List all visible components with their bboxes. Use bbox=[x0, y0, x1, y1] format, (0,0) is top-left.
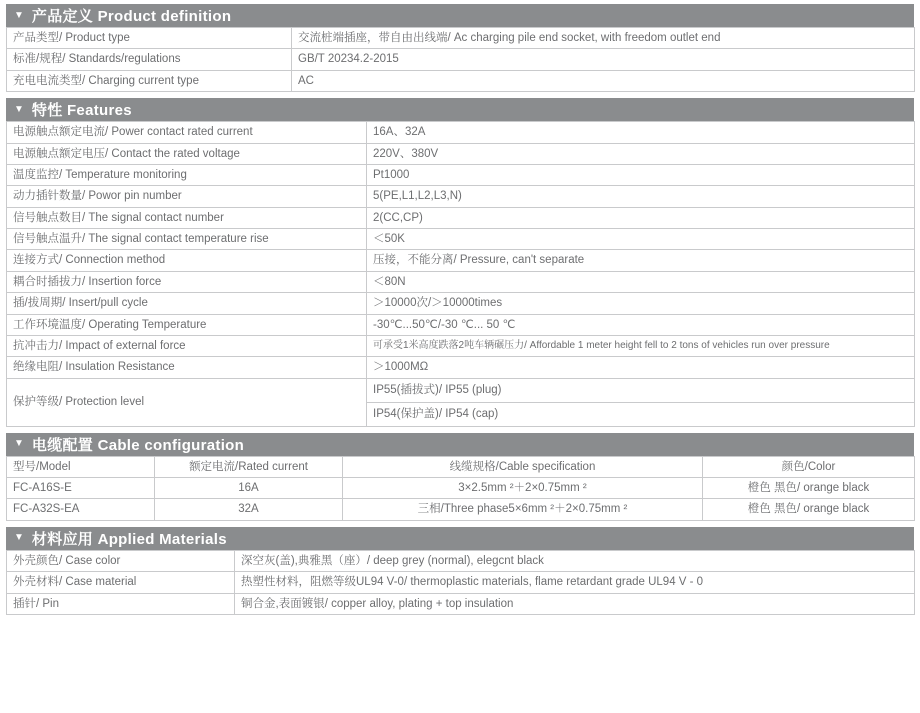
row-label: 动力插针数量/ Powor pin number bbox=[7, 186, 367, 207]
row-value: 压接，不能分离/ Pressure, can't separate bbox=[367, 250, 915, 271]
table-row bbox=[7, 335, 915, 356]
cell-color: 橙色 黑色/ orange black bbox=[703, 478, 915, 499]
column-header: 颜色/Color bbox=[703, 456, 915, 477]
row-label: 标准/规程/ Standards/regulations bbox=[7, 49, 292, 70]
cell-model: FC-A32S-EA bbox=[7, 499, 155, 520]
section-title: 材料应用 Applied Materials bbox=[31, 530, 227, 548]
section-title: 特性 Features bbox=[31, 102, 132, 120]
row-value: ＜50K bbox=[367, 229, 915, 250]
table-row bbox=[7, 49, 915, 70]
cell-rated-current: 16A bbox=[155, 478, 343, 499]
row-label: 耦合时插拔力/ Insertion force bbox=[7, 271, 367, 292]
table-row bbox=[7, 314, 915, 335]
row-value: 铜合金,表面镀银/ copper alloy, plating + top insulation bbox=[235, 593, 915, 614]
row-label: 工作环境温度/ Operating Temperature bbox=[7, 314, 367, 335]
section-header-cable-configuration bbox=[6, 433, 914, 456]
row-label: 插/拔周期/ Insert/pull cycle bbox=[7, 293, 367, 314]
row-label: 信号触点温升/ The signal contact temperature rise bbox=[7, 229, 367, 250]
row-value: ＜80N bbox=[367, 271, 915, 292]
row-label: 信号触点数目/ The signal contact number bbox=[7, 207, 367, 228]
row-value: -30℃...50℃/-30 ℃... 50 ℃ bbox=[367, 314, 915, 335]
column-header: 线缆规格/Cable specification bbox=[343, 456, 703, 477]
column-header: 型号/Model bbox=[7, 456, 155, 477]
row-value: 16A、32A bbox=[367, 122, 915, 143]
row-value: ＞10000次/＞10000times bbox=[367, 293, 915, 314]
table-row bbox=[7, 499, 915, 520]
row-label: 产品类型/ Product type bbox=[7, 28, 292, 49]
row-value: 2(CC,CP) bbox=[367, 207, 915, 228]
table-applied-materials bbox=[6, 550, 915, 615]
row-label: 外壳材料/ Case material bbox=[7, 572, 235, 593]
table-row bbox=[7, 207, 915, 228]
triangle-down-icon: ▼ bbox=[14, 532, 24, 544]
table-row bbox=[7, 186, 915, 207]
table-row bbox=[7, 357, 915, 378]
row-label: 保护等级/ Protection level bbox=[7, 378, 367, 426]
table-product-definition bbox=[6, 27, 915, 92]
table-row bbox=[7, 271, 915, 292]
row-label: 连接方式/ Connection method bbox=[7, 250, 367, 271]
row-label: 绝缘电阻/ Insulation Resistance bbox=[7, 357, 367, 378]
row-label: 充电电流类型/ Charging current type bbox=[7, 70, 292, 91]
table-row bbox=[7, 122, 915, 143]
row-label: 外壳颜色/ Case color bbox=[7, 550, 235, 571]
table-row bbox=[7, 378, 915, 402]
triangle-down-icon: ▼ bbox=[14, 103, 24, 115]
row-value: Pt1000 bbox=[367, 164, 915, 185]
row-label: 电源触点额定电压/ Contact the rated voltage bbox=[7, 143, 367, 164]
row-value: 交流桩端插座，带自由出线端/ Ac charging pile end socket, with freedom outlet end bbox=[292, 28, 915, 49]
row-value: IP55(插拔式)/ IP55 (plug) bbox=[367, 378, 915, 402]
table-row bbox=[7, 143, 915, 164]
table-row bbox=[7, 28, 915, 49]
section-title: 产品定义 Product definition bbox=[31, 8, 232, 25]
section-header-product-definition bbox=[6, 4, 914, 27]
row-value: GB/T 20234.2-2015 bbox=[292, 49, 915, 70]
table-cable-configuration bbox=[6, 456, 915, 521]
cell-rated-current: 32A bbox=[155, 499, 343, 520]
cell-color: 橙色 黑色/ orange black bbox=[703, 499, 915, 520]
cell-model: FC-A16S-E bbox=[7, 478, 155, 499]
table-row bbox=[7, 572, 915, 593]
cell-cable-spec: 3×2.5mm ²＋2×0.75mm ² bbox=[343, 478, 703, 499]
table-row bbox=[7, 70, 915, 91]
table-row bbox=[7, 478, 915, 499]
table-row bbox=[7, 164, 915, 185]
table-row bbox=[7, 250, 915, 271]
table-row bbox=[7, 293, 915, 314]
row-label: 抗冲击力/ Impact of external force bbox=[7, 335, 367, 356]
row-label: 温度监控/ Temperature monitoring bbox=[7, 164, 367, 185]
row-value: 深空灰(盖),典雅黑（座）/ deep grey (normal), elegcnt black bbox=[235, 550, 915, 571]
row-value: 5(PE,L1,L2,L3,N) bbox=[367, 186, 915, 207]
row-label: 电源触点额定电流/ Power contact rated current bbox=[7, 122, 367, 143]
triangle-down-icon: ▼ bbox=[14, 438, 24, 450]
row-label: 插针/ Pin bbox=[7, 593, 235, 614]
row-value: AC bbox=[292, 70, 915, 91]
row-value: ＞1000MΩ bbox=[367, 357, 915, 378]
table-row bbox=[7, 229, 915, 250]
section-header-applied-materials bbox=[6, 527, 914, 550]
table-header-row bbox=[7, 456, 915, 477]
table-features bbox=[6, 121, 915, 427]
row-value: IP54(保护盖)/ IP54 (cap) bbox=[367, 402, 915, 426]
row-value: 220V、380V bbox=[367, 143, 915, 164]
column-header: 额定电流/Rated current bbox=[155, 456, 343, 477]
table-row bbox=[7, 593, 915, 614]
table-row bbox=[7, 550, 915, 571]
section-title: 电缆配置 Cable configuration bbox=[31, 436, 245, 454]
cell-cable-spec: 三相/Three phase5×6mm ²＋2×0.75mm ² bbox=[343, 499, 703, 520]
row-value: 热塑性材料，阻燃等级UL94 V-0/ thermoplastic materials, flame retardant grade UL94 V - 0 bbox=[235, 572, 915, 593]
row-value: 可承受1米高度跌落2吨车辆碾压力/ Affordable 1 meter height fell to 2 tons of vehicles run over pressure bbox=[367, 335, 915, 356]
triangle-down-icon: ▼ bbox=[14, 9, 24, 21]
section-header-features bbox=[6, 98, 914, 121]
